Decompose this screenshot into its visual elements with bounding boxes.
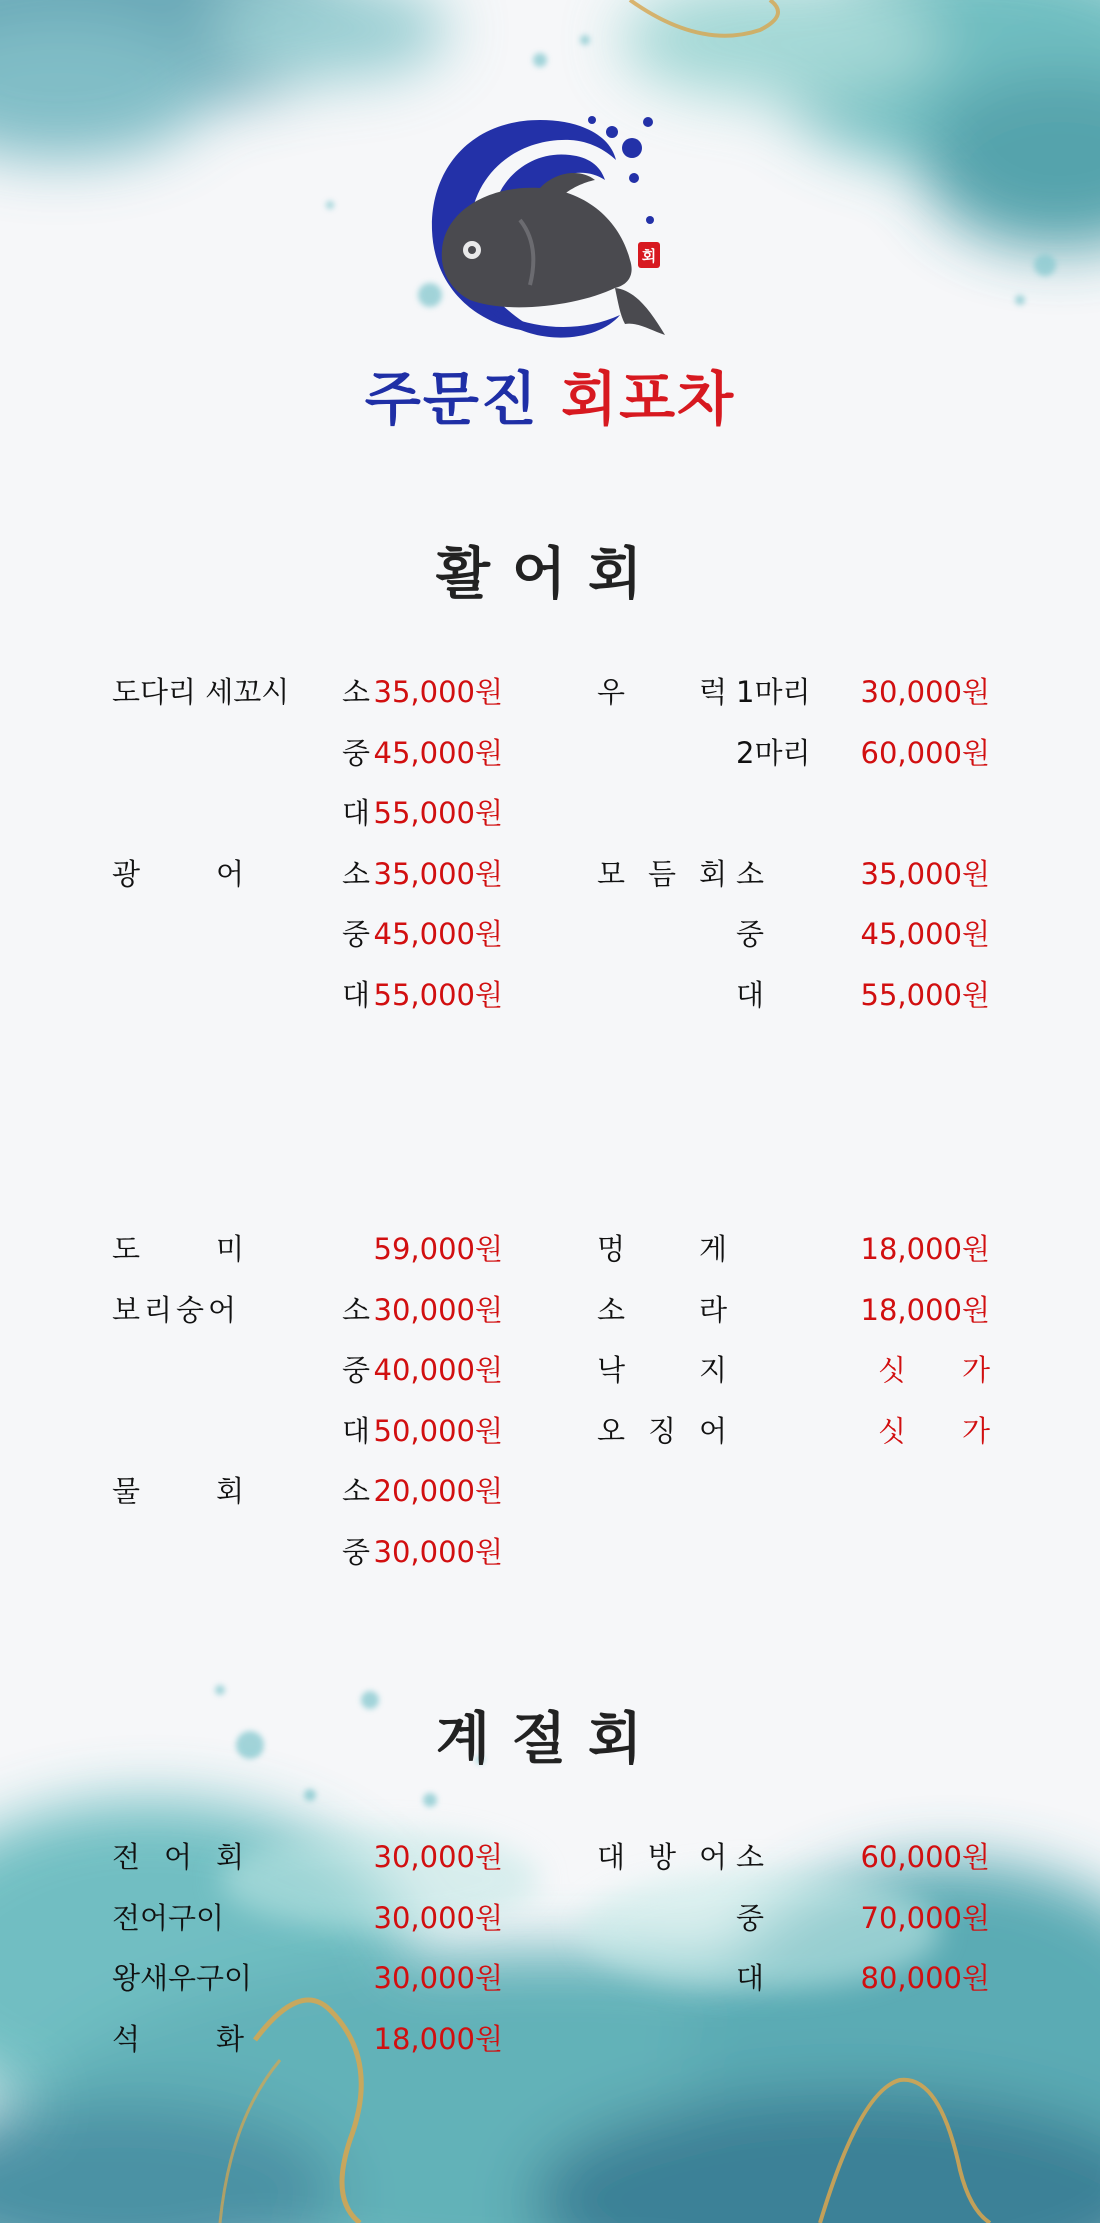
menu-row bbox=[0, 731, 1100, 775]
menu-item-name: 낙 지 bbox=[597, 1353, 727, 1387]
menu-item-price: 35,000원 bbox=[860, 856, 990, 891]
menu-item-price: 45,000원 bbox=[373, 735, 503, 770]
menu-item-price: 30,000원 bbox=[373, 1961, 503, 1995]
menu-item-price: 55,000원 bbox=[860, 977, 990, 1012]
menu-row bbox=[0, 1409, 1100, 1453]
brand-name-part1: 주문진 bbox=[364, 365, 539, 433]
menu-item-price: 35,000원 bbox=[373, 675, 503, 709]
menu-item-price: 50,000원 bbox=[373, 1413, 503, 1448]
menu-item-price: 18,000원 bbox=[860, 1232, 990, 1266]
menu-row bbox=[0, 1227, 1100, 1271]
menu-row bbox=[0, 1956, 1100, 2000]
menu-item-size: 1마리 bbox=[736, 675, 811, 709]
menu-item-size: 소 bbox=[342, 1292, 371, 1327]
menu-item-price: 18,000원 bbox=[373, 2021, 503, 2056]
menu-item-price: 30,000원 bbox=[373, 1900, 503, 1935]
menu-item-size: 중 bbox=[342, 1353, 371, 1387]
menu-item-price: 30,000원 bbox=[373, 1840, 503, 1874]
menu-row bbox=[0, 1469, 1100, 1513]
menu-item-price: 18,000원 bbox=[860, 1292, 990, 1327]
menu-item-price: 30,000원 bbox=[373, 1534, 503, 1569]
fish-logo-icon bbox=[420, 110, 680, 350]
menu-item-price: 45,000원 bbox=[860, 917, 990, 951]
menu-item-size: 소 bbox=[342, 856, 371, 891]
menu-item-name: 우 럭 bbox=[597, 675, 727, 709]
menu-item-size: 소 bbox=[342, 675, 371, 709]
menu-item-name: 보리숭어 bbox=[112, 1292, 241, 1327]
menu-item-name: 왕새우구이 bbox=[112, 1961, 253, 1995]
logo-seal-text: 회 bbox=[641, 247, 657, 265]
menu-row bbox=[0, 2017, 1100, 2061]
menu-item-price: 싯 가 bbox=[878, 1413, 990, 1448]
menu-item-name: 멍 게 bbox=[597, 1232, 727, 1266]
menu-item-name: 오 징 어 bbox=[597, 1413, 727, 1448]
menu-item-name: 소 라 bbox=[597, 1292, 727, 1327]
menu-item-name: 대 방 어 bbox=[597, 1840, 727, 1874]
menu-item-price: 35,000원 bbox=[373, 856, 503, 891]
menu-item-name: 전 어 회 bbox=[112, 1840, 244, 1874]
menu-item-size: 중 bbox=[342, 735, 371, 770]
menu-item-size: 2마리 bbox=[736, 735, 811, 770]
menu-item-price: 45,000원 bbox=[373, 917, 503, 951]
menu-item-size: 대 bbox=[736, 977, 765, 1012]
menu-item-price: 30,000원 bbox=[373, 1292, 503, 1327]
menu-row bbox=[0, 852, 1100, 896]
menu-row bbox=[0, 1896, 1100, 1940]
menu-item-price: 55,000원 bbox=[373, 796, 503, 830]
menu-item-price: 55,000원 bbox=[373, 977, 503, 1012]
brand-name bbox=[0, 352, 1100, 436]
menu-item-name: 모 듬 회 bbox=[597, 856, 727, 891]
section-title-seasonal: 계절회 bbox=[435, 1707, 665, 1772]
menu-item-size: 소 bbox=[736, 1840, 765, 1874]
menu-item-price: 70,000원 bbox=[860, 1900, 990, 1935]
menu-item-name: 광 어 bbox=[112, 856, 244, 891]
menu-item-price: 싯 가 bbox=[878, 1353, 990, 1387]
menu-row bbox=[0, 670, 1100, 714]
menu-item-size: 소 bbox=[736, 856, 765, 891]
menu-row bbox=[0, 912, 1100, 956]
menu-item-size: 소 bbox=[342, 1474, 371, 1508]
menu-item-size: 중 bbox=[342, 1534, 371, 1569]
menu-row bbox=[0, 1835, 1100, 1879]
menu-item-size: 중 bbox=[342, 917, 371, 951]
menu-item-name: 석 화 bbox=[112, 2021, 244, 2056]
menu-item-name: 도 미 bbox=[112, 1232, 244, 1266]
menu-item-size: 중 bbox=[736, 1900, 765, 1935]
menu-item-size: 중 bbox=[736, 917, 765, 951]
menu-item-price: 40,000원 bbox=[373, 1353, 503, 1387]
menu-row bbox=[0, 1288, 1100, 1332]
menu-item-size: 대 bbox=[342, 1413, 371, 1448]
menu-item-price: 20,000원 bbox=[373, 1474, 503, 1508]
menu-item-price: 60,000원 bbox=[860, 735, 990, 770]
menu-item-price: 30,000원 bbox=[860, 675, 990, 709]
menu-row bbox=[0, 1348, 1100, 1392]
menu-item-name: 전어구이 bbox=[112, 1900, 225, 1935]
menu-item-price: 80,000원 bbox=[860, 1961, 990, 1995]
brand-name-part2: 회포차 bbox=[561, 365, 736, 433]
menu-row bbox=[0, 973, 1100, 1017]
menu-item-size: 대 bbox=[342, 796, 371, 830]
menu-item-size: 대 bbox=[342, 977, 371, 1012]
menu-item-name: 물 회 bbox=[112, 1474, 244, 1508]
section-title-live: 활어회 bbox=[435, 542, 665, 607]
menu-item-name: 도다리 세꼬시 bbox=[112, 675, 290, 709]
menu-item-price: 60,000원 bbox=[860, 1840, 990, 1874]
menu-row bbox=[0, 791, 1100, 835]
menu-item-price: 59,000원 bbox=[373, 1232, 503, 1266]
menu-item-size: 대 bbox=[736, 1961, 765, 1995]
menu-row bbox=[0, 1530, 1100, 1574]
